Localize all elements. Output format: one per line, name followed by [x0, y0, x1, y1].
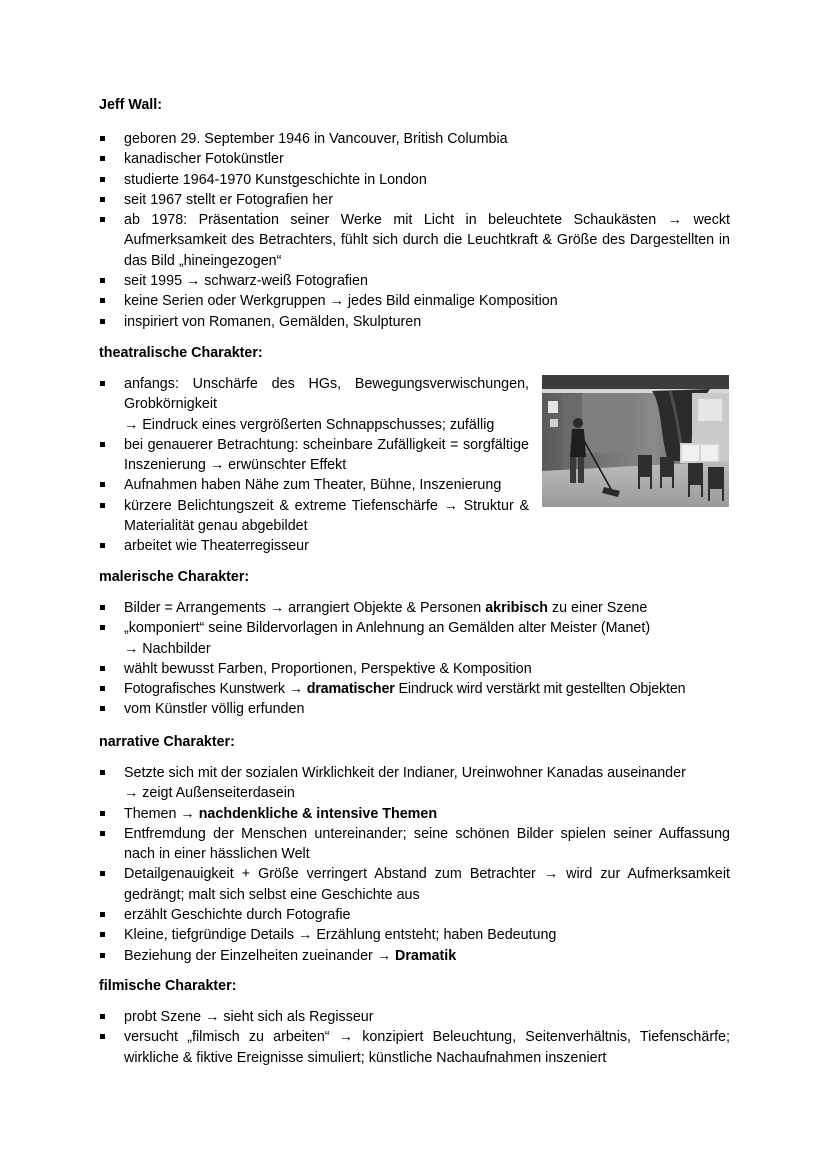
- heading-jeff-wall: Jeff Wall:: [99, 97, 163, 113]
- list-item: [99, 763, 730, 804]
- list-item: [99, 598, 730, 618]
- list-item: Entfremdung der Menschen untereinander; seine schönen Bilder spielen seiner Auffassung nach in einer hässlichen Welt: [99, 824, 730, 865]
- list-item: [99, 804, 730, 824]
- list-item: geboren 29. September 1946 in Vancouver, British Columbia: [99, 129, 730, 149]
- list-theatralisch: [99, 374, 529, 557]
- list-item: probt Szene → sieht sich als Regisseur: [99, 1007, 730, 1027]
- list-filmisch: [99, 1007, 730, 1068]
- list-narrativ: [99, 763, 730, 966]
- list-biography: [99, 129, 730, 332]
- list-item: [99, 374, 529, 435]
- list-item: studierte 1964-1970 Kunstgeschichte in London: [99, 170, 730, 190]
- person-sweeping-floor-photo: [542, 375, 729, 507]
- list-item-text: Bilder = Arrangements → arrangiert Objekte & Personen: [124, 600, 486, 616]
- list-item-continuation: → Eindruck eines vergrößerten Schnappschusses; zufällig: [124, 416, 495, 433]
- emphasis-text: dramatischer: [306, 681, 395, 698]
- list-item-text: anfangs: Unschärfe des HGs, Bewegungsverwischungen, Grobkörnigkeit: [124, 376, 529, 413]
- list-item: [99, 618, 730, 659]
- list-item: keine Serien oder Werkgruppen → jedes Bild einmalige Komposition: [99, 291, 730, 311]
- list-item: vom Künstler völlig erfunden: [99, 699, 730, 719]
- heading-theatralische-charakter: theatralische Charakter:: [99, 345, 263, 361]
- list-malerisch: [99, 598, 730, 720]
- heading-narrative-charakter: narrative Charakter:: [99, 734, 235, 750]
- list-item: seit 1967 stellt er Fotografien her: [99, 190, 730, 210]
- list-item: kürzere Belichtungszeit & extreme Tiefenschärfe → Struktur & Materialität genau abgebildet: [99, 496, 529, 537]
- photo-graphic: [542, 375, 729, 507]
- list-item-text: Themen →: [124, 805, 199, 822]
- list-item-continuation: → Nachbilder: [124, 640, 211, 657]
- list-item-text: „komponiert“ seine Bildervorlagen in Anlehnung an Gemälden alter Meister (Manet): [124, 620, 651, 637]
- emphasis-text: nachdenkliche & intensive Themen: [198, 805, 438, 822]
- emphasis-text: akribisch: [485, 600, 548, 616]
- list-item: bei genauerer Betrachtung: scheinbare Zufälligkeit = sorgfältige Inszenierung → erwünschter Effekt: [99, 435, 529, 476]
- list-item-continuation: → zeigt Außenseiterdasein: [124, 785, 295, 802]
- list-item: seit 1995 → schwarz-weiß Fotografien: [99, 271, 730, 291]
- list-item: kanadischer Fotokünstler: [99, 149, 730, 169]
- list-item: [99, 946, 730, 966]
- list-item-text: zu einer Szene: [547, 600, 648, 616]
- list-item: Aufnahmen haben Nähe zum Theater, Bühne, Inszenierung: [99, 475, 529, 495]
- list-item: inspiriert von Romanen, Gemälden, Skulpturen: [99, 312, 730, 332]
- list-item: arbeitet wie Theaterregisseur: [99, 536, 529, 556]
- list-item: versucht „filmisch zu arbeiten“ → konzipiert Beleuchtung, Seitenverhältnis, Tiefenschärfe; wirkliche & fiktive Ereignisse simuliert; künstliche Nachaufnahmen inszeniert: [99, 1027, 730, 1068]
- emphasis-text: Dramatik: [395, 947, 457, 964]
- list-item: Kleine, tiefgründige Details → Erzählung entsteht; haben Bedeutung: [99, 925, 730, 945]
- list-item: Detailgenauigkeit + Größe verringert Abstand zum Betrachter → wird zur Aufmerksamkeit gedrängt; malt sich selbst eine Geschichte aus: [99, 864, 730, 905]
- list-item-text: Eindruck wird verstärkt mit gestellten Objekten: [394, 681, 686, 698]
- list-item: [99, 679, 730, 699]
- list-item-text: Setzte sich mit der sozialen Wirklichkeit der Indianer, Ureinwohner Kanadas auseinander: [124, 765, 686, 781]
- list-item: wählt bewusst Farben, Proportionen, Perspektive & Komposition: [99, 659, 730, 679]
- list-item-text: Beziehung der Einzelheiten zueinander →: [124, 947, 396, 964]
- list-item: ab 1978: Präsentation seiner Werke mit Licht in beleuchtete Schaukästen → weckt Aufmerksamkeit des Betrachters, fühlt sich durch die Leuchtkraft & Größe des Dargestellten in das Bild „hineingezogen“: [99, 210, 730, 271]
- heading-malerische-charakter: malerische Charakter:: [99, 569, 250, 585]
- list-item: erzählt Geschichte durch Fotografie: [99, 905, 730, 925]
- heading-filmische-charakter: filmische Charakter:: [99, 978, 237, 994]
- list-item-text: Fotografisches Kunstwerk →: [124, 681, 307, 698]
